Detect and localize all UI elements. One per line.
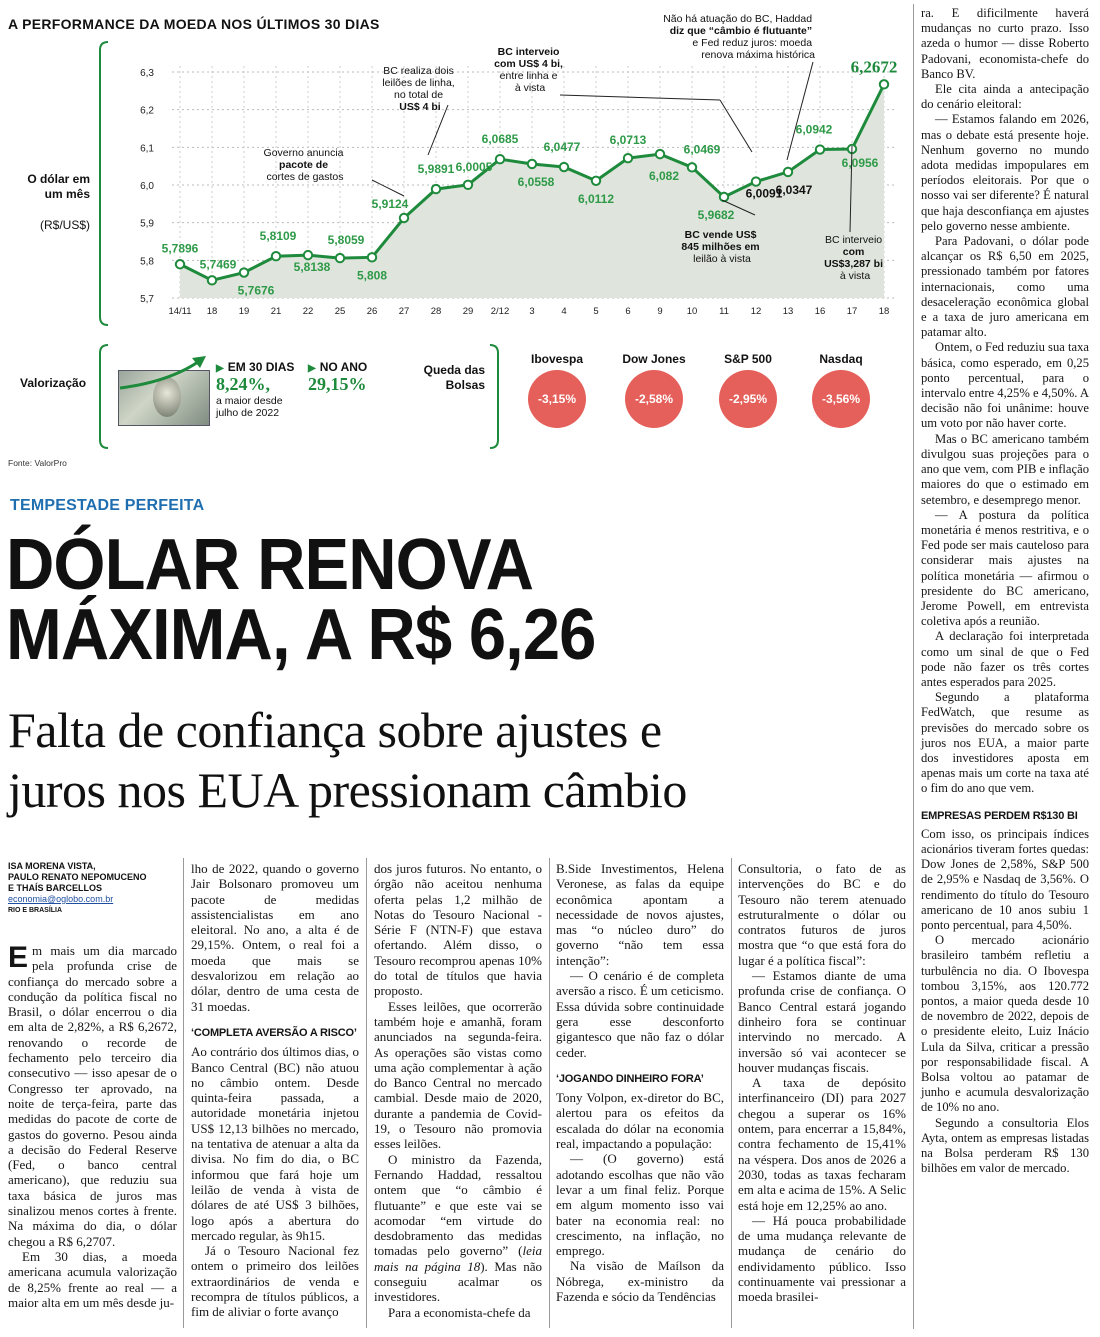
paragraph: Com isso, os principais índices acionários tiveram fortes quedas: Dow Jones de 2,58%, S&P 500 de 2,95% e Nasdaq de 3,56%. O rendimento do título do Tesouro americano de 10 anos subiu 1 ponto percentual, para 4,50%. [921, 826, 1089, 932]
data-point [816, 145, 824, 153]
m30-value: 8,24%, [216, 374, 270, 394]
paragraph: Já o Tesouro Nacional fez ontem o primeiro dos leilões extraordinários de venda e recompra de títulos públicos, a fim de aliviar o forte avanço [191, 1243, 359, 1320]
value-label: 5,8109 [259, 229, 297, 244]
value-label: 5,7896 [161, 241, 199, 256]
y-tick-label: 5,7 [140, 294, 154, 305]
byline-author-1: ISA MORENA VISTA, [8, 861, 96, 871]
x-tick-label: 21 [270, 306, 282, 317]
value-label: 6,0347 [775, 182, 813, 197]
x-tick-label: 6 [625, 306, 631, 317]
data-point [688, 163, 696, 171]
data-point [208, 276, 216, 284]
data-point [272, 252, 280, 260]
column-rule [913, 4, 914, 1329]
x-tick-label: 22 [302, 306, 314, 317]
byline [8, 861, 178, 916]
byline-email-link[interactable]: economia@oglobo.com.br [8, 894, 114, 904]
paragraph: — Estamos falando em 2026, mas o debate está presente hoje. Nenhum governo no mundo adota medidas impopulares em períodos eleitorais. Por que o nosso vai ser diferente? É natural que haja desconfiança em ajustes pelo governo nesse ambiente. [921, 112, 1089, 233]
value-label: 6,0942 [795, 122, 833, 137]
queda-bolsas-label: Queda das Bolsas [423, 363, 485, 392]
paragraph: Em mais um dia marcado pela profunda crise de confiança do mercado sobre a condução da política fiscal no Brasil, o dólar encerrou o dia em alta de 2,82%, a R$ 6,2672, renovando o recorde de fechamento pelo terceiro dia consecutivo — isso apesar de o Congresso ter aprovado, na noite de terça-feira, parte das medidas do pacote de corte de gastos do governo. Pesou ainda a decisão do Federal Reserve (Fed, o banco central americano), que reduziu sua taxa básica de juros mas sinalizou menos cortes à frente. Na máxima do dia, o dólar chegou a R$ 6,2707. [8, 941, 177, 1249]
paragraph: Ontem, o Fed reduziu sua taxa básica, como esperado, em 0,25 ponto percentual, para o intervalo entre 4,25% e 4,50%. A decisão não foi unânime: houve um voto por não haver corte. [921, 340, 1089, 431]
x-tick-label: 18 [206, 306, 218, 317]
value-label: 5,9682 [697, 207, 735, 222]
data-point [464, 181, 472, 189]
x-tick-label: 14/11 [168, 306, 192, 317]
headline [6, 525, 657, 675]
drop-cap: E [8, 941, 29, 974]
value-label: 6,0956 [841, 155, 879, 170]
value-label: 6,0713 [609, 133, 647, 148]
data-point [592, 177, 600, 185]
paragraph: Em 30 dias, a moeda americana acumula valorização de 8,25% frente ao real — a maior alta em um mês desde ju- [8, 1248, 177, 1310]
annotation-bc-vende: BC vende US$ 845 milhões em leilão à vista [681, 229, 760, 265]
y-tick-label: 6,2 [140, 105, 154, 117]
x-tick-label: 17 [846, 306, 858, 317]
x-tick-label: 11 [719, 306, 729, 317]
subhead-line-1: Falta de confiança sobre ajustes e [8, 702, 662, 758]
x-tick-label: 12 [750, 306, 762, 317]
paragraph: Ao contrário dos últimos dias, o Banco Central (BC) não atuou no câmbio ontem. Desde quinta-feira passada, a autoridade monetária injetou US$ 12,13 bilhões no mercado, na tentativa de atenuar a alta da divisa. No fim do dia, o BC informou que fará hoje um leilão de venda à vista de dólares de até US$ 3 bilhões, logo após a abertura do mercado regular, às 9h15. [191, 1044, 359, 1243]
annotation-haddad: Não há atuação do BC, Haddad diz que “câmbio é flutuante” e Fed reduz juros: moeda renova máxima histórica [663, 13, 815, 61]
value-label: 5,9124 [371, 196, 409, 211]
paragraph: Segundo a consultoria Elos Ayta, ontem as empresas listadas na Bolsa perderam R$ 130 bilhões em valor de mercado. [921, 1115, 1089, 1176]
y-tick-label: 5,9 [140, 218, 154, 230]
index-value-sp500: -2,95% [719, 370, 777, 428]
article-column-5 [738, 861, 906, 1305]
valorizacao-bracket [100, 345, 108, 448]
x-tick-label: 18 [878, 306, 890, 317]
index-name-dowjones: Dow Jones [622, 352, 686, 366]
chart-source: Fonte: ValorPro [8, 458, 67, 468]
x-tick-label: 2/12 [490, 306, 510, 317]
data-point [752, 177, 760, 185]
article-column-4 [556, 861, 724, 1304]
column-rule [183, 858, 184, 1328]
index-value-nasdaq: -3,56% [812, 370, 870, 428]
value-label: 6,0005 [455, 159, 493, 174]
data-point [368, 253, 376, 261]
m30-head: EM 30 DIAS [227, 360, 295, 374]
byline-author-3: E THAÍS BARCELLOS [8, 883, 103, 893]
paragraph: — (O governo) está adotando escolhas que não vão levar a um final feliz. Porque em algum momento isso vai bater na economia real: no crescimento, na inflação, no emprego. [556, 1151, 724, 1259]
valorizacao-arrow [118, 352, 218, 392]
data-point [560, 163, 568, 171]
data-point [304, 251, 312, 259]
data-point [880, 80, 888, 88]
data-point [240, 268, 248, 276]
value-label: 6,0558 [517, 174, 555, 189]
paragraph: Tony Volpon, ex-diretor do BC, alertou para os efeitos da escalada do dólar na economia real, impactando a população: [556, 1090, 724, 1152]
valorizacao-label: Valorização [20, 376, 87, 390]
paragraph: B.Side Investimentos, Helena Veronese, as falas da equipe econômica apontam a necessidade de novos ajustes, mas “o núcleo duro” do governo “não tem essa intenção”: [556, 861, 724, 968]
value-label: 6,0469 [683, 142, 721, 157]
index-value-ibovespa: -3,15% [528, 370, 586, 428]
value-label: 6,0091 [745, 186, 783, 201]
value-label: 6,082 [648, 169, 680, 184]
value-label: 5,7676 [237, 283, 275, 298]
y-axis-unit: (R$/US$) [39, 218, 90, 232]
data-point [432, 185, 440, 193]
infographic-title: A PERFORMANCE DA MOEDA NOS ÚLTIMOS 30 DIAS [8, 16, 380, 32]
valorizacao-ano: ▶ NO ANO 29,15% [308, 360, 398, 395]
column-rule [549, 858, 550, 1328]
paragraph: Para a economista-chefe da [388, 1304, 531, 1320]
m30-sub: a maior desde julho de 2022 [216, 395, 283, 419]
data-point [336, 254, 344, 262]
paragraph: — A postura da política monetária é menos restritiva, e o Fed pode ser mais cauteloso para considerar mais ajustes na política monetária — afirmou o presidente do BC americano, Jerome Powell, em entrevista coletiva após a reunião. [921, 507, 1089, 629]
paragraph: — Há pouca probabilidade de uma mudança relevante de mudança de cenário do endividamento público. Isso continuamente vai pressionar a moeda brasilei- [738, 1212, 906, 1305]
x-tick-label: 29 [462, 306, 474, 317]
index-name-sp500: S&P 500 [724, 352, 772, 366]
paragraph: — Estamos diante de uma profunda crise de confiança. O Banco Central estará jogando dinheiro fora se continuar intervindo no mercado. A inversão só vai acontecer se houver mudanças fiscais. [738, 968, 906, 1075]
value-label: 6,0112 [577, 191, 615, 206]
index-name-nasdaq: Nasdaq [819, 352, 863, 366]
section-heading: ‘JOGANDO DINHEIRO FORA’ [556, 1072, 704, 1085]
y-ticks [140, 68, 154, 305]
x-tick-label: 16 [814, 306, 826, 317]
data-point [528, 160, 536, 168]
paragraph: Esses leilões, que ocorrerão também hoje e amanhã, foram anunciados na segunda-feira. As operações são vistas como uma ação complementar à ação do Banco Central no mercado cambial. Desde maio de 2020, durante a pandemia de Covid-19, o Tesouro não promovia esses leilões. [374, 998, 542, 1152]
value-label: 5,808 [356, 268, 388, 283]
paragraph: — O cenário é de completa aversão a risco. É um ceticismo. Essa dúvida sobre continuidade gera esse desconforto gigantesco que não faz o dólar ceder. [556, 968, 724, 1060]
column-rule [731, 858, 732, 1328]
headline-line-1: DÓLAR RENOVA [6, 525, 534, 605]
annotation-gov-pacote: Governo anuncia pacote de cortes de gastos [263, 147, 344, 183]
paragraph: Ele cita ainda a antecipação do cenário eleitoral: [921, 82, 1089, 112]
x-tick-label: 5 [593, 306, 599, 317]
y-tick-label: 5,8 [140, 256, 154, 268]
data-point [400, 214, 408, 222]
y-tick-label: 6,3 [140, 68, 154, 79]
value-label: 6,2672 [850, 57, 898, 77]
value-label: 6,0477 [543, 140, 581, 155]
paragraph: Mas o BC americano também divulgou suas projeções para o ano que vem, com PIB e inflação maiores do que o estimado em setembro, e desemprego menor. [921, 431, 1089, 507]
paragraph: ra. E dificilmente haverá mudanças no curto prazo. Isso azeda o humor — disse Roberto Padovani, economista-chefe do Banco BV. [921, 6, 1089, 81]
data-point [720, 193, 728, 201]
paragraph: Na visão de Maílson da Nóbrega, ex-ministro da Fazenda e sócio da Tendências [556, 1258, 724, 1305]
article-column-2 [191, 861, 359, 1320]
x-tick-label: 4 [561, 306, 567, 317]
value-label: 5,8138 [293, 260, 331, 275]
x-tick-label: 13 [782, 306, 794, 317]
index-name-ibovespa: Ibovespa [530, 352, 584, 366]
x-tick-label: 3 [529, 306, 535, 317]
valorizacao-bracket-right [490, 345, 498, 448]
subheadline [8, 700, 908, 820]
valorizacao-30-dias: ▶ EM 30 DIAS 8,24%, a maior desde julho de 2022 [216, 360, 306, 419]
paragraph: O mercado acionário brasileiro também refletiu a turbulência no dia. O Ibovespa tombou 3,15%, aos 120.772 pontos, a maior queda desde 10 de novembro de 2022, depois de o presidente eleito, Luiz Inácio Lula da Silva, criticar a pressão por responsabilidade fiscal. A Bolsa voltou ao patamar de junho e acumula desvalorização de 10% no ano. [921, 933, 1089, 1115]
data-point [624, 154, 632, 162]
byline-location: RIO E BRASÍLIA [8, 907, 63, 914]
x-tick-label: 9 [657, 306, 663, 317]
paragraph: A taxa de depósito interfinanceiro (DI) para 2027 chegou a superar os 16% ontem, para encerrar a 15,84%, contra fechamento de 15,41% na véspera. Dos anos de 2026 a 2030, todas as taxas fecharam em alta e acima de 15%. A Selic está hoje em 12,25% ao ano. [738, 1075, 906, 1213]
index-value-dowjones: -2,58% [625, 370, 683, 428]
annotation-bc-interveio-4: BC interveio com US$ 4 bi, entre linha e à vista [494, 46, 563, 94]
y-tick-label: 6,1 [140, 143, 154, 155]
byline-author-2: PAULO RENATO NEPOMUCENO [8, 872, 147, 882]
paragraph: Para Padovani, o dólar pode alcançar os R$ 6,50 em 2025, pressionado também por fatores internacionais, como uma desaceleração econômica global e a taxa de juro americana em patamar alto. [921, 234, 1089, 340]
value-label: 5,7469 [199, 257, 237, 272]
article-column-1 [8, 943, 177, 1310]
x-tick-label: 27 [398, 306, 410, 317]
subhead-line-2: juros nos EUA pressionam câmbio [8, 762, 687, 818]
value-label: 5,9891 [417, 162, 455, 177]
section-heading: EMPRESAS PERDEM R$130 BI [921, 809, 1078, 822]
annotation-bc-interveio-3287: BC interveio com US$3,287 bi à vista [824, 234, 884, 282]
section-heading: ‘COMPLETA AVERSÃO A RISCO’ [191, 1026, 357, 1039]
paragraph: Segundo a plataforma FedWatch, que resume as previsões do mercado sobre os juros nos EUA, a maior parte dos investidores aposta em apenas mais um corte na taxa até o fim do ano que vem. [921, 690, 1089, 796]
data-point [784, 168, 792, 176]
value-label: 5,8059 [327, 233, 365, 248]
data-point [656, 150, 664, 158]
paragraph: Consultoria, o fato de as intervenções do BC e do Tesouro não terem atenuado estruturalmente o dólar ou contratos futuros de juros mostra que “o que está fora do lugar é a política fiscal”: [738, 861, 906, 968]
data-point [496, 155, 504, 163]
paragraph: dos juros futuros. No entanto, o órgão não aceitou nenhuma oferta pelas 1,2 milhão de Notas do Tesouro Nacional - Série F (NTN-F) que estava ofertando. Além disso, o Tesouro recomprou apenas 10% do total de títulos que havia proposto. [374, 861, 542, 999]
column-rule [366, 858, 367, 1328]
ano-head: NO ANO [319, 360, 368, 374]
headline-line-2: MÁXIMA, A R$ 6,26 [6, 595, 596, 675]
kicker: TEMPESTADE PERFEITA [10, 497, 205, 514]
x-tick-label: 19 [238, 306, 250, 317]
annotation-bc-leiloes: BC realiza dois leilões de linha, no total de US$ 4 bi [382, 65, 455, 113]
article-column-3 [374, 861, 542, 1320]
value-label: 6,0685 [481, 132, 519, 147]
x-tick-label: 10 [686, 306, 698, 317]
y-tick-label: 6,0 [140, 181, 154, 192]
paragraph: O ministro da Fazenda, Fernando Haddad, ressaltou ontem que “o câmbio é flutuante” e que este vai se acomodar “em virtude do desdobramento das medidas tomadas pelo governo” (leia mais na página 18). Mas não conseguiu acalmar os investidores. [374, 1151, 542, 1305]
x-tick-label: 28 [430, 306, 442, 317]
paragraph: A declaração foi interpretada como um sinal de que o Fed pode não fazer os três cortes antes esperados para 2025. [921, 629, 1089, 689]
ano-value: 29,15% [308, 374, 367, 394]
article-column-6 [921, 6, 1089, 1176]
x-tick-label: 26 [366, 306, 378, 317]
data-point [176, 260, 184, 268]
paragraph: lho de 2022, quando o governo Jair Bolsonaro promoveu um pacote de medidas assistencialistas em ano eleitoral. No ano, a alta é de 29,15%. Ontem, o real foi a moeda que mais se desvalorizou em relação ao dólar, dentro de uma cesta de 31 moedas. [191, 861, 359, 1014]
x-ticks [168, 306, 889, 317]
y-axis-label: O dólar em um mês [27, 172, 90, 201]
x-tick-label: 25 [334, 306, 346, 317]
chart-bracket [100, 42, 108, 325]
